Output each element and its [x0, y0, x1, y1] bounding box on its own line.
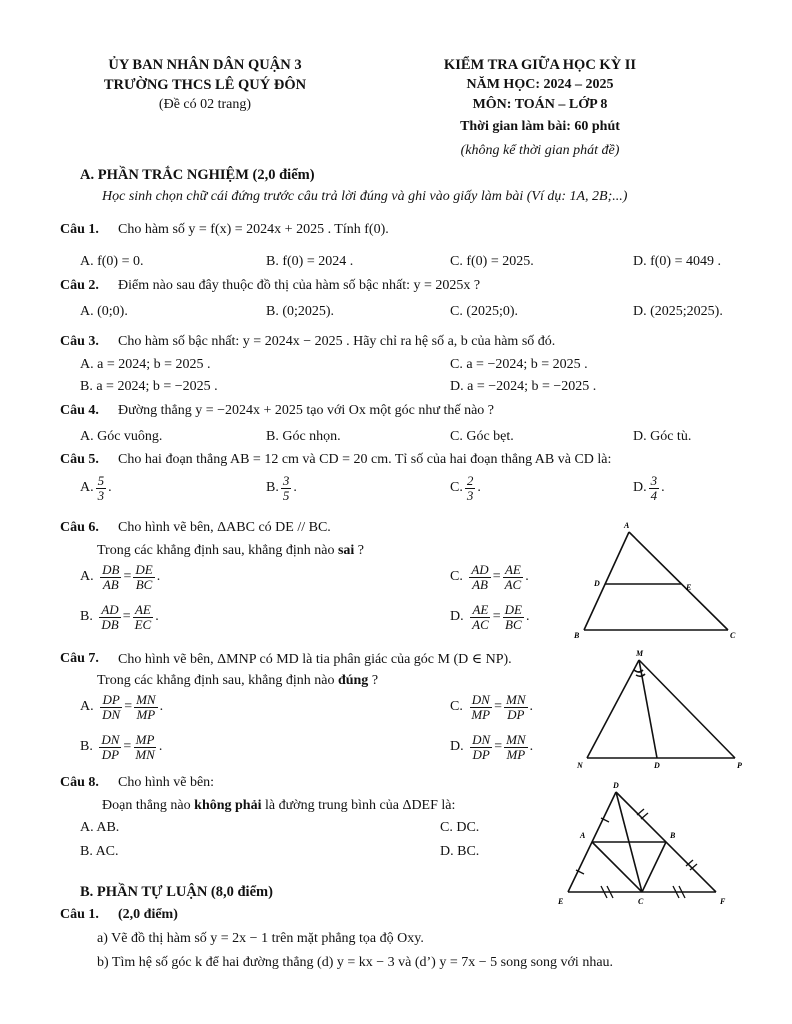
q5-option-d: D. $\frac{3}{4}$ . — [633, 473, 665, 503]
triangle-mnp-figure — [575, 646, 745, 774]
section-b-q1-label: Câu 1. — [60, 907, 99, 922]
header-school: TRƯỜNG THCS LÊ QUÝ ĐÔN — [103, 77, 307, 93]
q5-option-a: A. $\frac{5}{3}$ . — [80, 473, 112, 503]
q8-label: Câu 8. — [60, 775, 99, 790]
fig2-label-d: D — [654, 761, 660, 770]
q4-option-d: D. Góc tù. — [633, 429, 692, 444]
section-b-title: B. PHẦN TỰ LUẬN (8,0 điểm) — [80, 884, 273, 900]
q8-option-c: C. DC. — [440, 820, 480, 835]
header-department: ỦY BAN NHÂN DÂN QUẬN 3 — [108, 57, 302, 73]
q5-option-b-letter: B. — [266, 480, 279, 496]
q3-option-b: B. a = 2024; b = −2025 . — [80, 379, 218, 394]
q2-option-b: B. (0;2025). — [266, 304, 335, 319]
q5-label: Câu 5. — [60, 452, 99, 467]
fig3-label-f: F — [720, 897, 726, 906]
fig3-label-a: A — [580, 831, 586, 840]
fig2-label-p: P — [737, 761, 742, 770]
q6-label: Câu 6. — [60, 520, 99, 535]
fig1-label-d: D — [594, 579, 600, 588]
q6-text: Cho hình vẽ bên, ΔABC có DE // BC. — [118, 520, 331, 535]
exam-title: KIỂM TRA GIỮA HỌC KỲ II — [443, 57, 637, 73]
section-a-title: A. PHẦN TRẮC NGHIỆM (2,0 điểm) — [80, 167, 315, 183]
q8-option-a: A. AB. — [80, 820, 120, 835]
q1-option-b: B. f(0) = 2024 . — [266, 254, 354, 269]
fig3-label-b: B — [670, 831, 676, 840]
q5-option-c: C. $\frac{2}{3}$ . — [450, 473, 481, 503]
q1-text: Cho hàm số y = f(x) = 2024x + 2025 . Tính f(0). — [118, 222, 389, 237]
q5-option-b: B. $\frac{3}{5}$ . — [266, 473, 297, 503]
triangle-def-figure — [550, 778, 740, 908]
q1-option-c: C. f(0) = 2025. — [450, 254, 534, 269]
q3-text: Cho hàm số bậc nhất: y = 2024x − 2025 . Hãy chỉ ra hệ số a, b của hàm số đó. — [118, 334, 556, 349]
q4-text: Đường thẳng y = −2024x + 2025 tạo với Ox một góc như thế nào ? — [118, 403, 495, 418]
q7-option-a: A. $\frac{DP}{DN}$ = $\frac{MN}{MP}$ . — [80, 692, 164, 722]
q3-option-d: D. a = −2024; b = −2025 . — [450, 379, 597, 394]
fig2-label-n: N — [577, 761, 583, 770]
q2-text: Điểm nào sau đây thuộc đồ thị của hàm số bậc nhất: y = 2025x ? — [118, 278, 481, 293]
q1-option-d: D. f(0) = 4049 . — [633, 254, 721, 269]
fig1-label-e: E — [686, 583, 692, 592]
q4-option-b: B. Góc nhọn. — [266, 429, 341, 444]
q7-label: Câu 7. — [60, 651, 99, 666]
q2-option-d: D. (2025;2025). — [633, 304, 723, 319]
q6-option-a: A. $\frac{DB}{AB}$ = $\frac{DE}{BC}$ . — [80, 562, 161, 592]
q5-option-d-letter: D. — [633, 480, 647, 496]
q5-option-a-letter: A. — [80, 480, 94, 496]
fig3-label-e: E — [558, 897, 564, 906]
q5-option-c-letter: C. — [450, 480, 463, 496]
q1-option-a: A. f(0) = 0. — [80, 254, 144, 269]
q8-option-b: B. AC. — [80, 844, 119, 859]
q1-label: Câu 1. — [60, 222, 99, 237]
q6-option-d: D. $\frac{AE}{AC}$ = $\frac{DE}{BC}$ . — [450, 602, 530, 632]
section-b-q1-points: (2,0 điểm) — [118, 907, 178, 922]
fig2-label-m: M — [636, 649, 644, 658]
school-year: NĂM HỌC: 2024 – 2025 — [466, 77, 614, 92]
q6-option-c: C. $\frac{AD}{AB}$ = $\frac{AE}{AC}$ . — [450, 562, 529, 592]
exam-duration: Thời gian làm bài: 60 phút — [460, 119, 620, 134]
section-b-q1-part-a: a) Vẽ đồ thị hàm số y = 2x − 1 trên mặt phẳng tọa độ Oxy. — [97, 931, 424, 946]
q7-option-c: C. $\frac{DN}{MP}$ = $\frac{MN}{DP}$ . — [450, 692, 534, 722]
q8-question: Đoạn thẳng nào không phải là đường trung bình của ΔDEF là: — [102, 798, 456, 813]
q2-option-a: A. (0;0). — [80, 304, 128, 319]
q6-question: Trong các khẳng định sau, khẳng định nào sai ? — [97, 543, 365, 558]
q4-label: Câu 4. — [60, 403, 99, 418]
triangle-abc-figure — [572, 518, 742, 648]
q3-option-a: A. a = 2024; b = 2025 . — [80, 357, 211, 372]
q5-text: Cho hai đoạn thẳng AB = 12 cm và CD = 20 cm. Tỉ số của hai đoạn thẳng AB và CD là: — [118, 452, 612, 467]
section-b-q1-part-b: b) Tìm hệ số góc k để hai đường thẳng (d) y = kx − 3 và (d’) y = 7x − 5 song song với nhau. — [97, 955, 614, 970]
q6-option-b: B. $\frac{AD}{DB}$ = $\frac{AE}{EC}$ . — [80, 602, 159, 632]
subject: MÔN: TOÁN – LỚP 8 — [472, 97, 608, 112]
q7-option-b: B. $\frac{DN}{DP}$ = $\frac{MP}{MN}$ . — [80, 732, 163, 762]
q2-option-c: C. (2025;0). — [450, 304, 519, 319]
section-a-instruction: Học sinh chọn chữ cái đứng trước câu trả lời đúng và ghi vào giấy làm bài (Ví dụ: 1A, 2B;...) — [102, 189, 628, 204]
fig1-label-b: B — [574, 631, 580, 640]
q4-option-c: C. Góc bẹt. — [450, 429, 514, 444]
q3-label: Câu 3. — [60, 334, 99, 349]
fig1-label-a: A — [624, 521, 630, 530]
q8-option-d: D. BC. — [440, 844, 480, 859]
q7-question: Trong các khẳng định sau, khẳng định nào đúng ? — [97, 673, 379, 688]
q3-option-c: C. a = −2024; b = 2025 . — [450, 357, 588, 372]
header-page-count: (Đề có 02 trang) — [158, 97, 252, 112]
q7-option-d: D. $\frac{DN}{DP}$ = $\frac{MN}{MP}$ . — [450, 732, 534, 762]
q2-label: Câu 2. — [60, 278, 99, 293]
q7-text: Cho hình vẽ bên, ΔMNP có MD là tia phân giác của góc M (D ∈ NP). — [118, 652, 512, 667]
exam-duration-note: (không kể thời gian phát đề) — [460, 143, 620, 158]
fig3-label-d: D — [613, 781, 619, 790]
q4-option-a: A. Góc vuông. — [80, 429, 163, 444]
q8-text: Cho hình vẽ bên: — [118, 775, 215, 790]
fig3-label-c: C — [638, 897, 644, 906]
fig1-label-c: C — [730, 631, 736, 640]
